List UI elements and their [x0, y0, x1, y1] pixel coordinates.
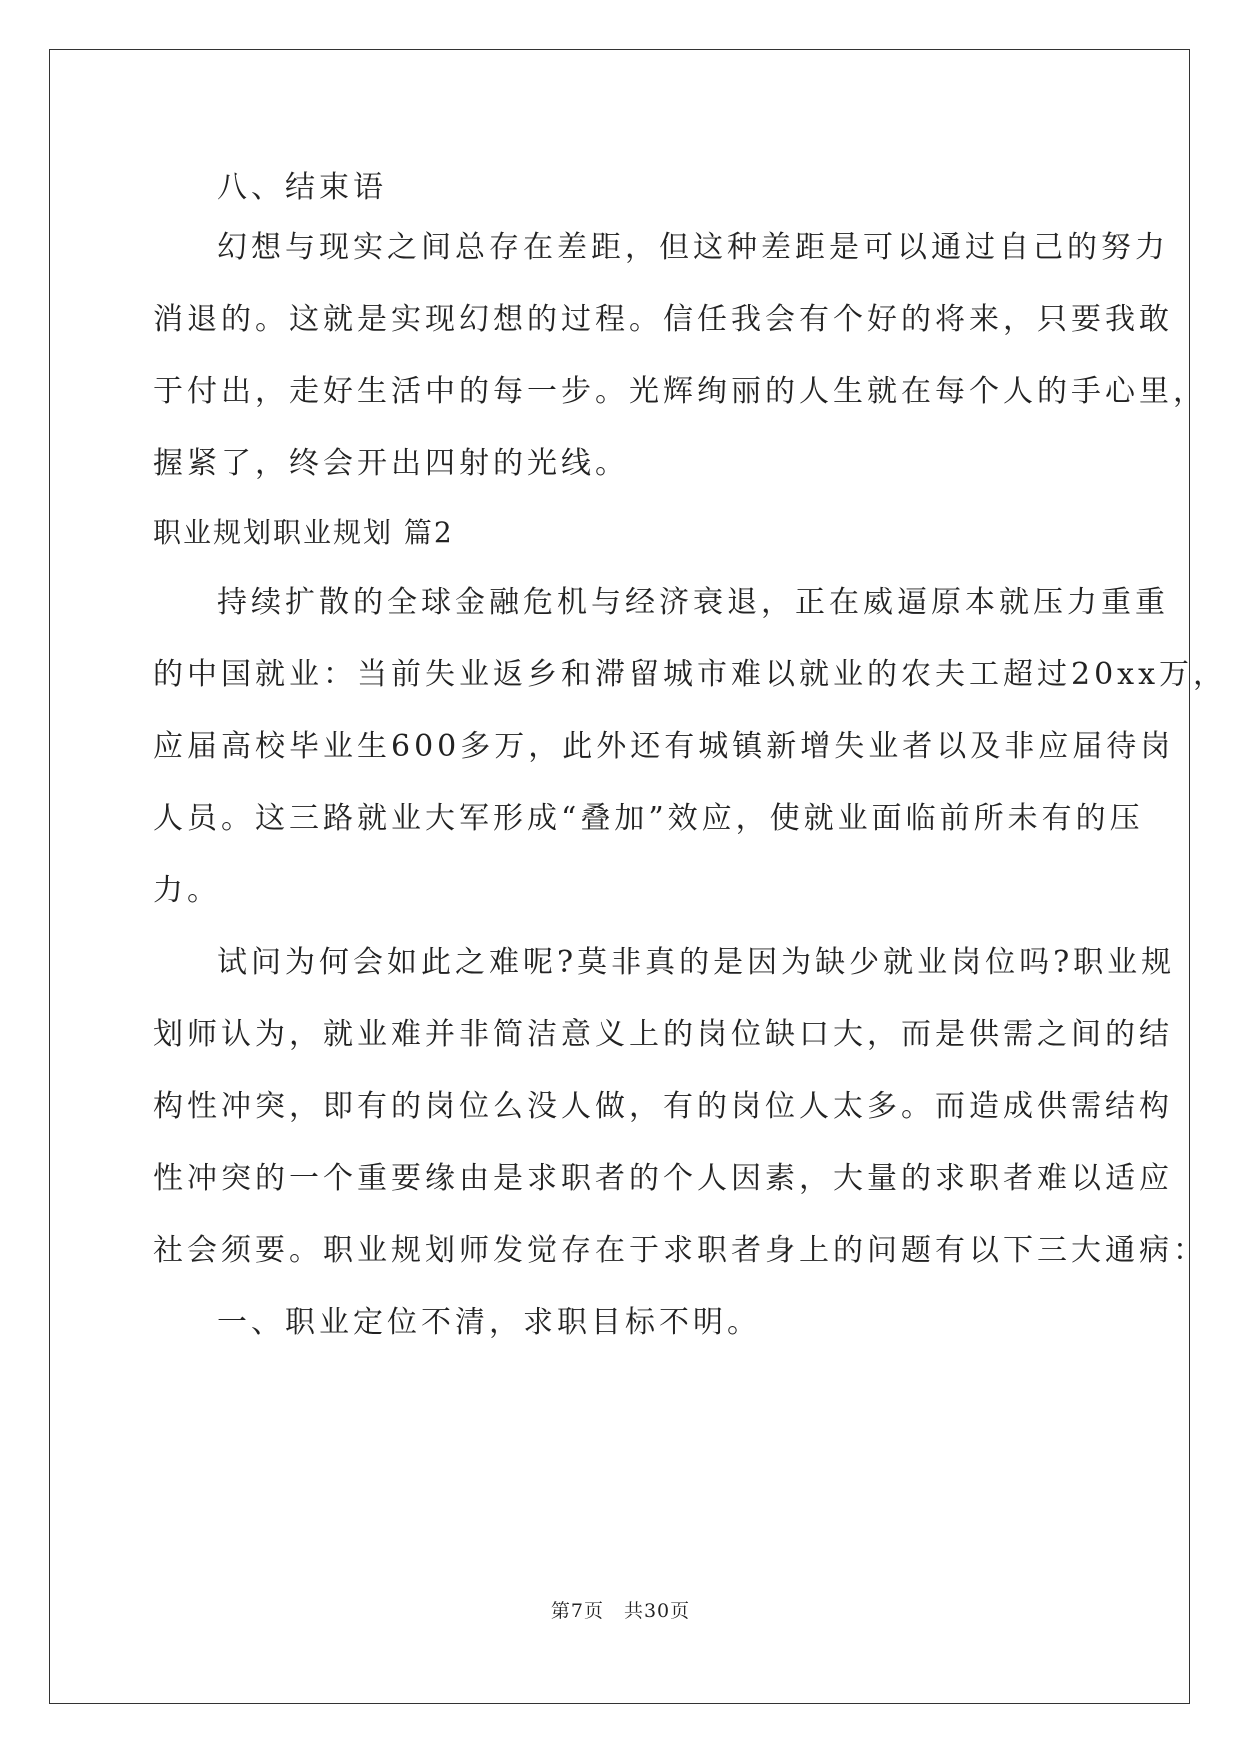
paragraph-2-line-3: 应届高校毕业生600多万，此外还有城镇新增失业者以及非应届待岗 — [153, 729, 1175, 764]
section-heading: 八、结束语 — [217, 170, 387, 205]
paragraph-3-line-3: 构性冲突，即有的岗位么没人做，有的岗位人太多。而造成供需结构 — [153, 1089, 1173, 1124]
paragraph-2-line-4: 人员。这三路就业大军形成“叠加”效应，使就业面临前所未有的压 — [153, 801, 1144, 836]
paragraph-1-line-3: 于付出，走好生活中的每一步。光辉绚丽的人生就在每个人的手心里， — [153, 374, 1207, 409]
paragraph-1-line-4: 握紧了，终会开出四射的光线。 — [153, 446, 629, 481]
paragraph-3-line-4: 性冲突的一个重要缘由是求职者的个人因素，大量的求职者难以适应 — [153, 1161, 1173, 1196]
section-subheading: 职业规划职业规划 篇2 — [153, 516, 454, 549]
paragraph-2-line-1: 持续扩散的全球金融危机与经济衰退，正在威逼原本就压力重重 — [217, 585, 1169, 620]
paragraph-3-line-2: 划师认为，就业难并非简洁意义上的岗位缺口大，而是供需之间的结 — [153, 1017, 1173, 1052]
paragraph-1-line-1: 幻想与现实之间总存在差距，但这种差距是可以通过自己的努力 — [217, 230, 1169, 265]
paragraph-2-line-2: 的中国就业：当前失业返乡和滞留城市难以就业的农夫工超过20xx万， — [153, 657, 1228, 692]
list-item: 一、职业定位不清，求职目标不明。 — [217, 1305, 761, 1340]
paragraph-3-line-5: 社会须要。职业规划师发觉存在于求职者身上的问题有以下三大通病： — [153, 1233, 1207, 1268]
paragraph-2-line-5: 力。 — [153, 873, 221, 908]
paragraph-3-line-1: 试问为何会如此之难呢?莫非真的是因为缺少就业岗位吗?职业规 — [217, 945, 1176, 980]
page-indicator: 第7页 共30页 — [550, 1600, 691, 1622]
paragraph-1-line-2: 消退的。这就是实现幻想的过程。信任我会有个好的将来，只要我敢 — [153, 302, 1173, 337]
